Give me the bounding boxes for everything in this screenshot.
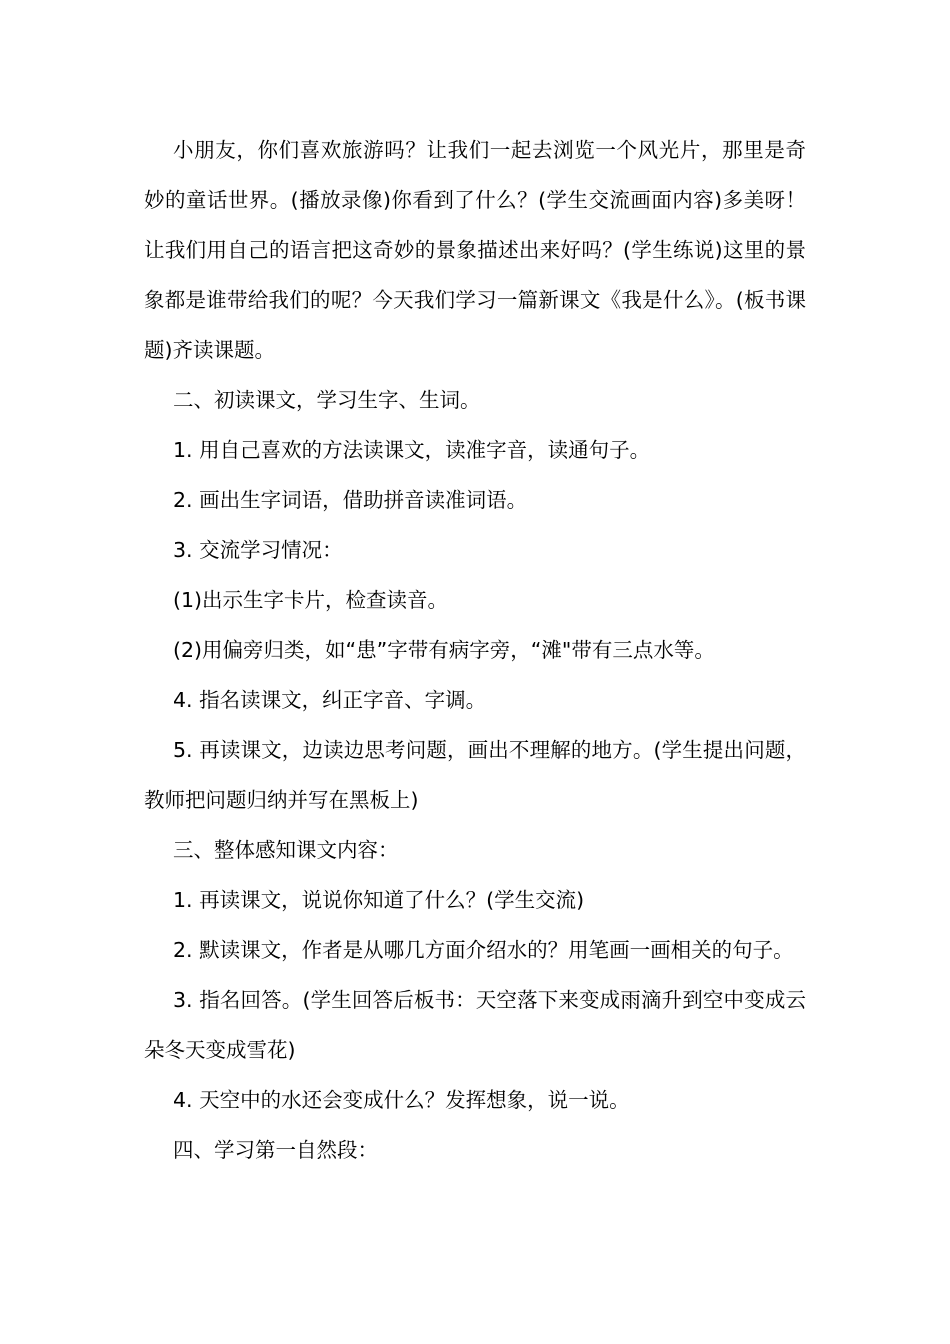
paragraph-intro: 小朋友，你们喜欢旅游吗？让我们一起去浏览一个风光片，那里是奇妙的童话世界。(播放录像)你看到了什么？(学生交流画面内容)多美呀！让我们用自己的语言把这奇妙的景象描述出来好吗？(学生练说)这里的景象都是谁带给我们的呢？今天我们学习一篇新课文《我是什么》。(板书课题)齐读课题。 <box>144 138 806 362</box>
paragraph-s3-step-1: 1. 再读课文，说说你知道了什么？(学生交流) <box>173 888 585 912</box>
paragraph-step-3: 3. 交流学习情况： <box>173 538 343 562</box>
paragraph-substep-1: (1)出示生字卡片，检查读音。 <box>173 588 449 612</box>
paragraph-step-5: 5. 再读课文，边读边思考问题，画出不理解的地方。(学生提出问题，教师把问题归纳并写在黑板上) <box>144 738 806 812</box>
document-body <box>144 125 806 1175</box>
paragraph-section-4-heading: 四、学习第一自然段： <box>173 1138 378 1162</box>
paragraph-step-1: 1. 用自己喜欢的方法读课文，读准字音，读通句子。 <box>173 438 651 462</box>
paragraph-substep-2: (2)用偏旁归类，如“患”字带有病字旁，“滩"带有三点水等。 <box>173 638 715 662</box>
paragraph-section-2-heading: 二、初读课文，学习生字、生词。 <box>173 388 481 412</box>
paragraph-s3-step-4: 4. 天空中的水还会变成什么？发挥想象，说一说。 <box>173 1088 630 1112</box>
paragraph-step-4: 4. 指名读课文，纠正字音、字调。 <box>173 688 487 712</box>
paragraph-section-3-heading: 三、整体感知课文内容： <box>173 838 399 862</box>
paragraph-s3-step-3: 3. 指名回答。(学生回答后板书：天空落下来变成雨滴升到空中变成云朵冬天变成雪花) <box>144 988 806 1062</box>
paragraph-s3-step-2: 2. 默读课文，作者是从哪几方面介绍水的？用笔画一画相关的句子。 <box>173 938 794 962</box>
paragraph-step-2: 2. 画出生字词语，借助拼音读准词语。 <box>173 488 528 512</box>
